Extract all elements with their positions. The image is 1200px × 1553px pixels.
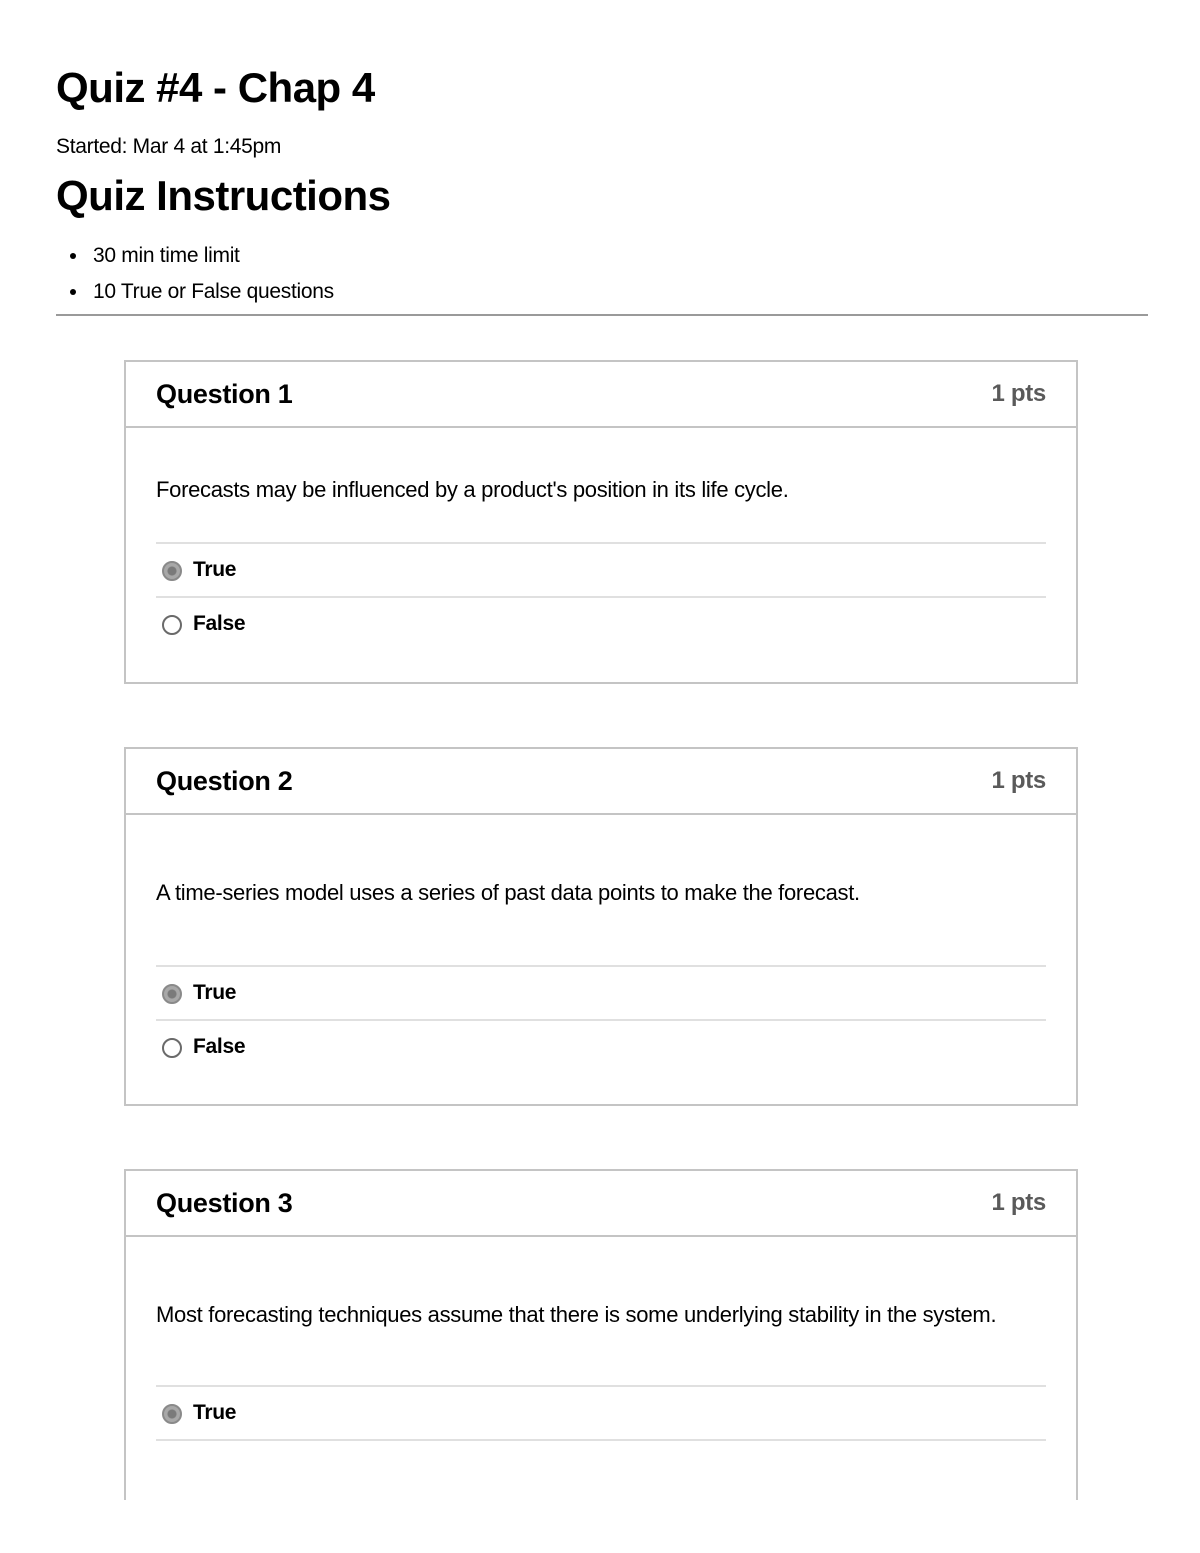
answer-label: True bbox=[193, 981, 237, 1004]
question-body bbox=[126, 428, 1076, 652]
question-header bbox=[126, 1171, 1076, 1237]
answer-true[interactable] bbox=[156, 967, 1046, 1021]
question-title: Question 3 bbox=[156, 1188, 293, 1218]
question-header bbox=[126, 362, 1076, 428]
question-points: 1 pts bbox=[991, 1189, 1046, 1216]
answer-true[interactable] bbox=[156, 544, 1046, 598]
question-3-card bbox=[124, 1169, 1078, 1500]
instructions-title: Quiz Instructions bbox=[56, 172, 391, 219]
radio-selected-icon[interactable] bbox=[162, 561, 182, 581]
radio-selected-icon[interactable] bbox=[162, 1404, 182, 1424]
quiz-title: Quiz #4 - Chap 4 bbox=[56, 64, 375, 111]
question-title: Question 1 bbox=[156, 379, 293, 409]
question-header bbox=[126, 749, 1076, 815]
answer-label: True bbox=[193, 1401, 237, 1424]
question-text: A time-series model uses a series of past data points to make the forecast. bbox=[156, 880, 860, 905]
radio-unselected-icon[interactable] bbox=[162, 615, 182, 635]
answer-list bbox=[156, 1385, 1046, 1441]
answer-false[interactable] bbox=[156, 1021, 1046, 1075]
question-points: 1 pts bbox=[991, 767, 1046, 794]
answer-true[interactable] bbox=[156, 1387, 1046, 1441]
instruction-text: 10 True or False questions bbox=[93, 280, 334, 303]
instruction-text: 30 min time limit bbox=[93, 244, 240, 267]
question-1-card bbox=[124, 360, 1078, 684]
radio-selected-icon[interactable] bbox=[162, 984, 182, 1004]
answer-label: False bbox=[193, 612, 246, 635]
question-points: 1 pts bbox=[991, 380, 1046, 407]
started-timestamp: Started: Mar 4 at 1:45pm bbox=[56, 135, 282, 158]
answer-label: False bbox=[193, 1035, 246, 1058]
question-title: Question 2 bbox=[156, 766, 293, 796]
instructions-list bbox=[56, 238, 334, 310]
answer-false[interactable] bbox=[156, 598, 1046, 652]
question-body bbox=[126, 815, 1076, 1075]
question-body bbox=[126, 1237, 1076, 1441]
instruction-item bbox=[56, 238, 334, 274]
divider bbox=[56, 314, 1148, 316]
answer-list bbox=[156, 542, 1046, 652]
answer-list bbox=[156, 965, 1046, 1075]
question-text: Most forecasting techniques assume that there is some underlying stability in the system. bbox=[156, 1302, 997, 1327]
instruction-item bbox=[56, 274, 334, 310]
question-text: Forecasts may be influenced by a product's position in its life cycle. bbox=[156, 477, 789, 502]
question-2-card bbox=[124, 747, 1078, 1106]
bullet-icon bbox=[70, 253, 76, 259]
radio-unselected-icon[interactable] bbox=[162, 1038, 182, 1058]
answer-label: True bbox=[193, 558, 237, 581]
bullet-icon bbox=[70, 289, 76, 295]
